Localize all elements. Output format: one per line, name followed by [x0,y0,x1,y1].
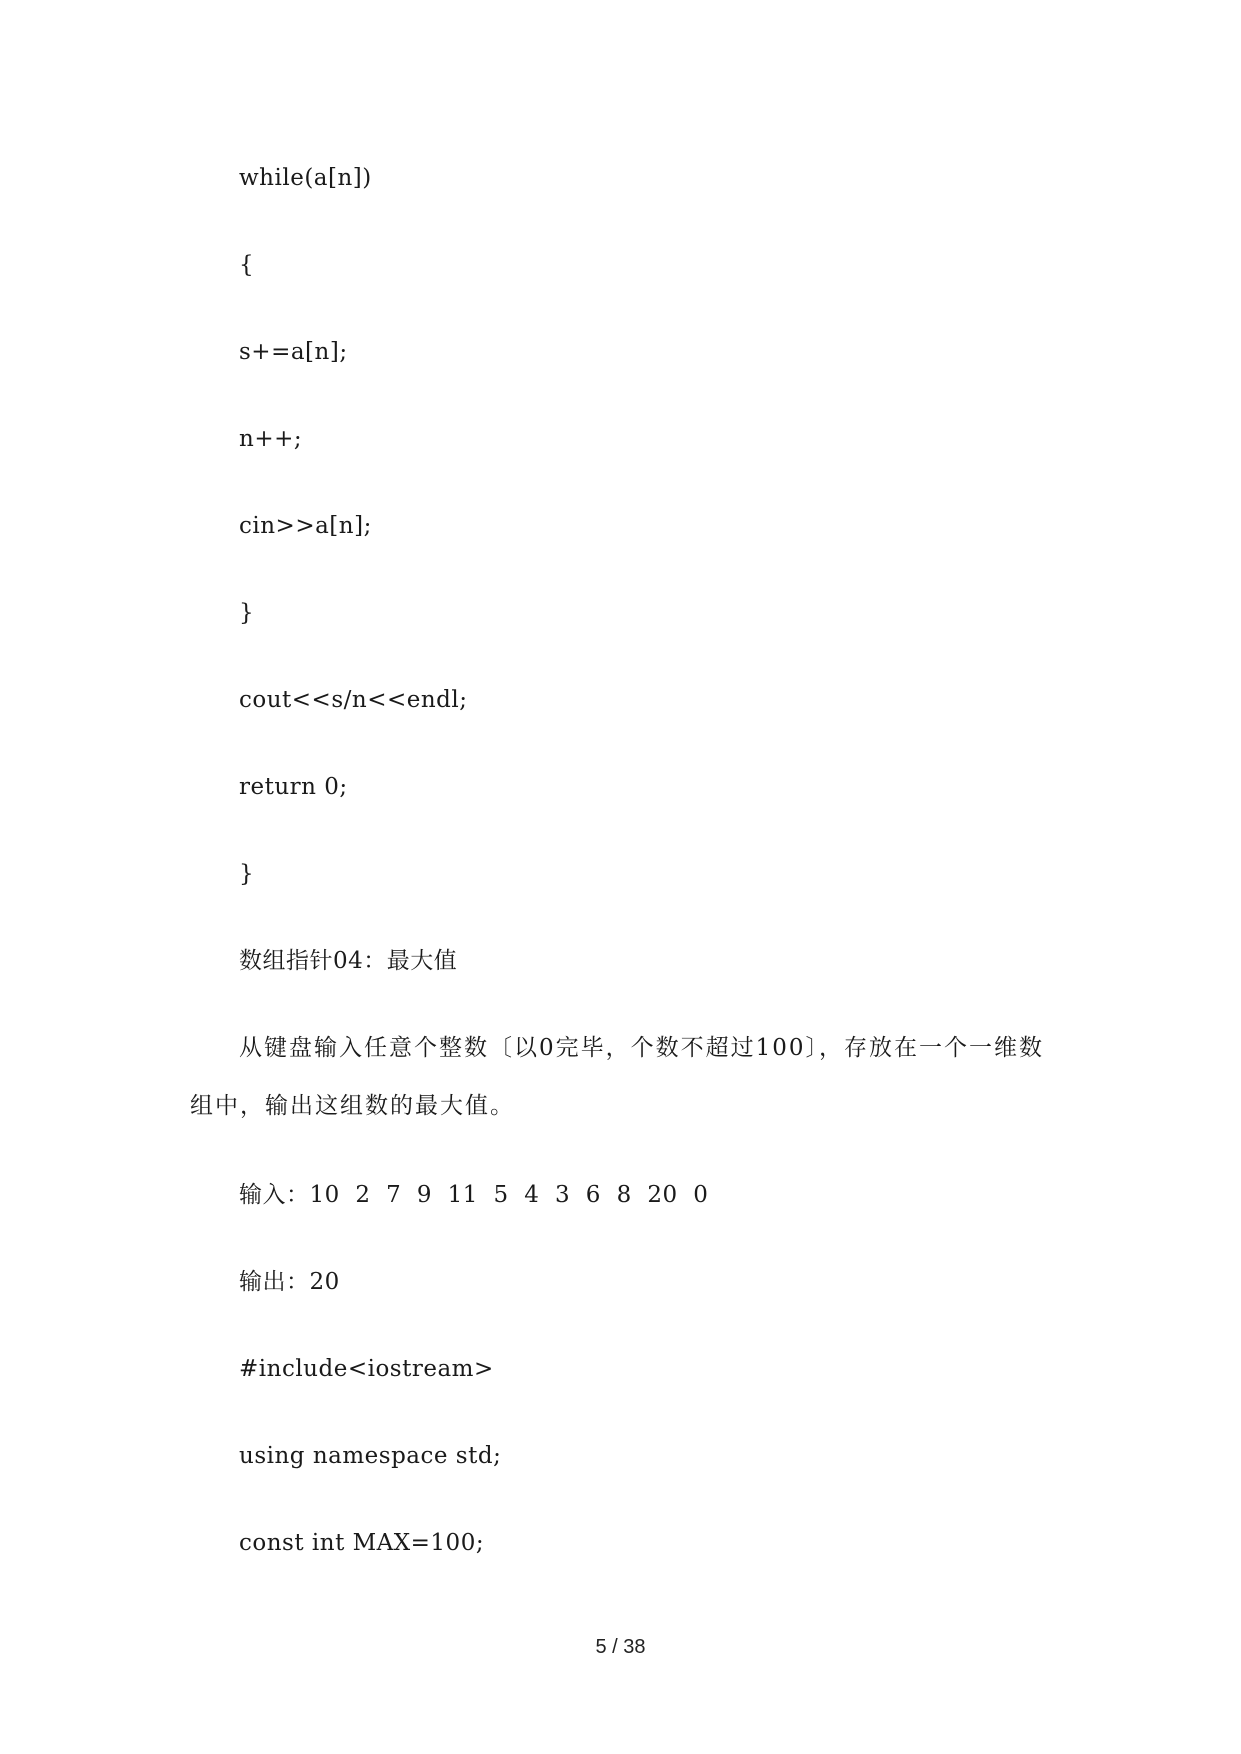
code-line: { [239,252,255,278]
code-line: } [239,861,255,887]
code-line: using namespace std; [239,1443,502,1469]
section-title: 数组指针04：最大值 [239,948,458,974]
code-line: while(a[n]) [239,165,372,191]
code-line: s+=a[n]; [239,339,348,365]
code-line: cout<<s/n<<endl; [239,687,468,713]
code-line: } [239,600,255,626]
sample-input: 输入：10 2 7 9 11 5 4 3 6 8 20 0 [239,1182,709,1208]
problem-description: 从键盘输入任意个整数〔以0完毕，个数不超过100〕，存放在一个一维数组中，输出这组数的最大值。 [190,1035,1045,1119]
sample-output: 输出：20 [239,1269,340,1295]
code-line: #include<iostream> [239,1356,494,1382]
code-line: cin>>a[n]; [239,513,372,539]
code-line: const int MAX=100; [239,1530,485,1556]
page-number: 5 / 38 [595,1636,646,1658]
code-line: n++; [239,426,303,452]
code-line: return 0; [239,774,348,800]
